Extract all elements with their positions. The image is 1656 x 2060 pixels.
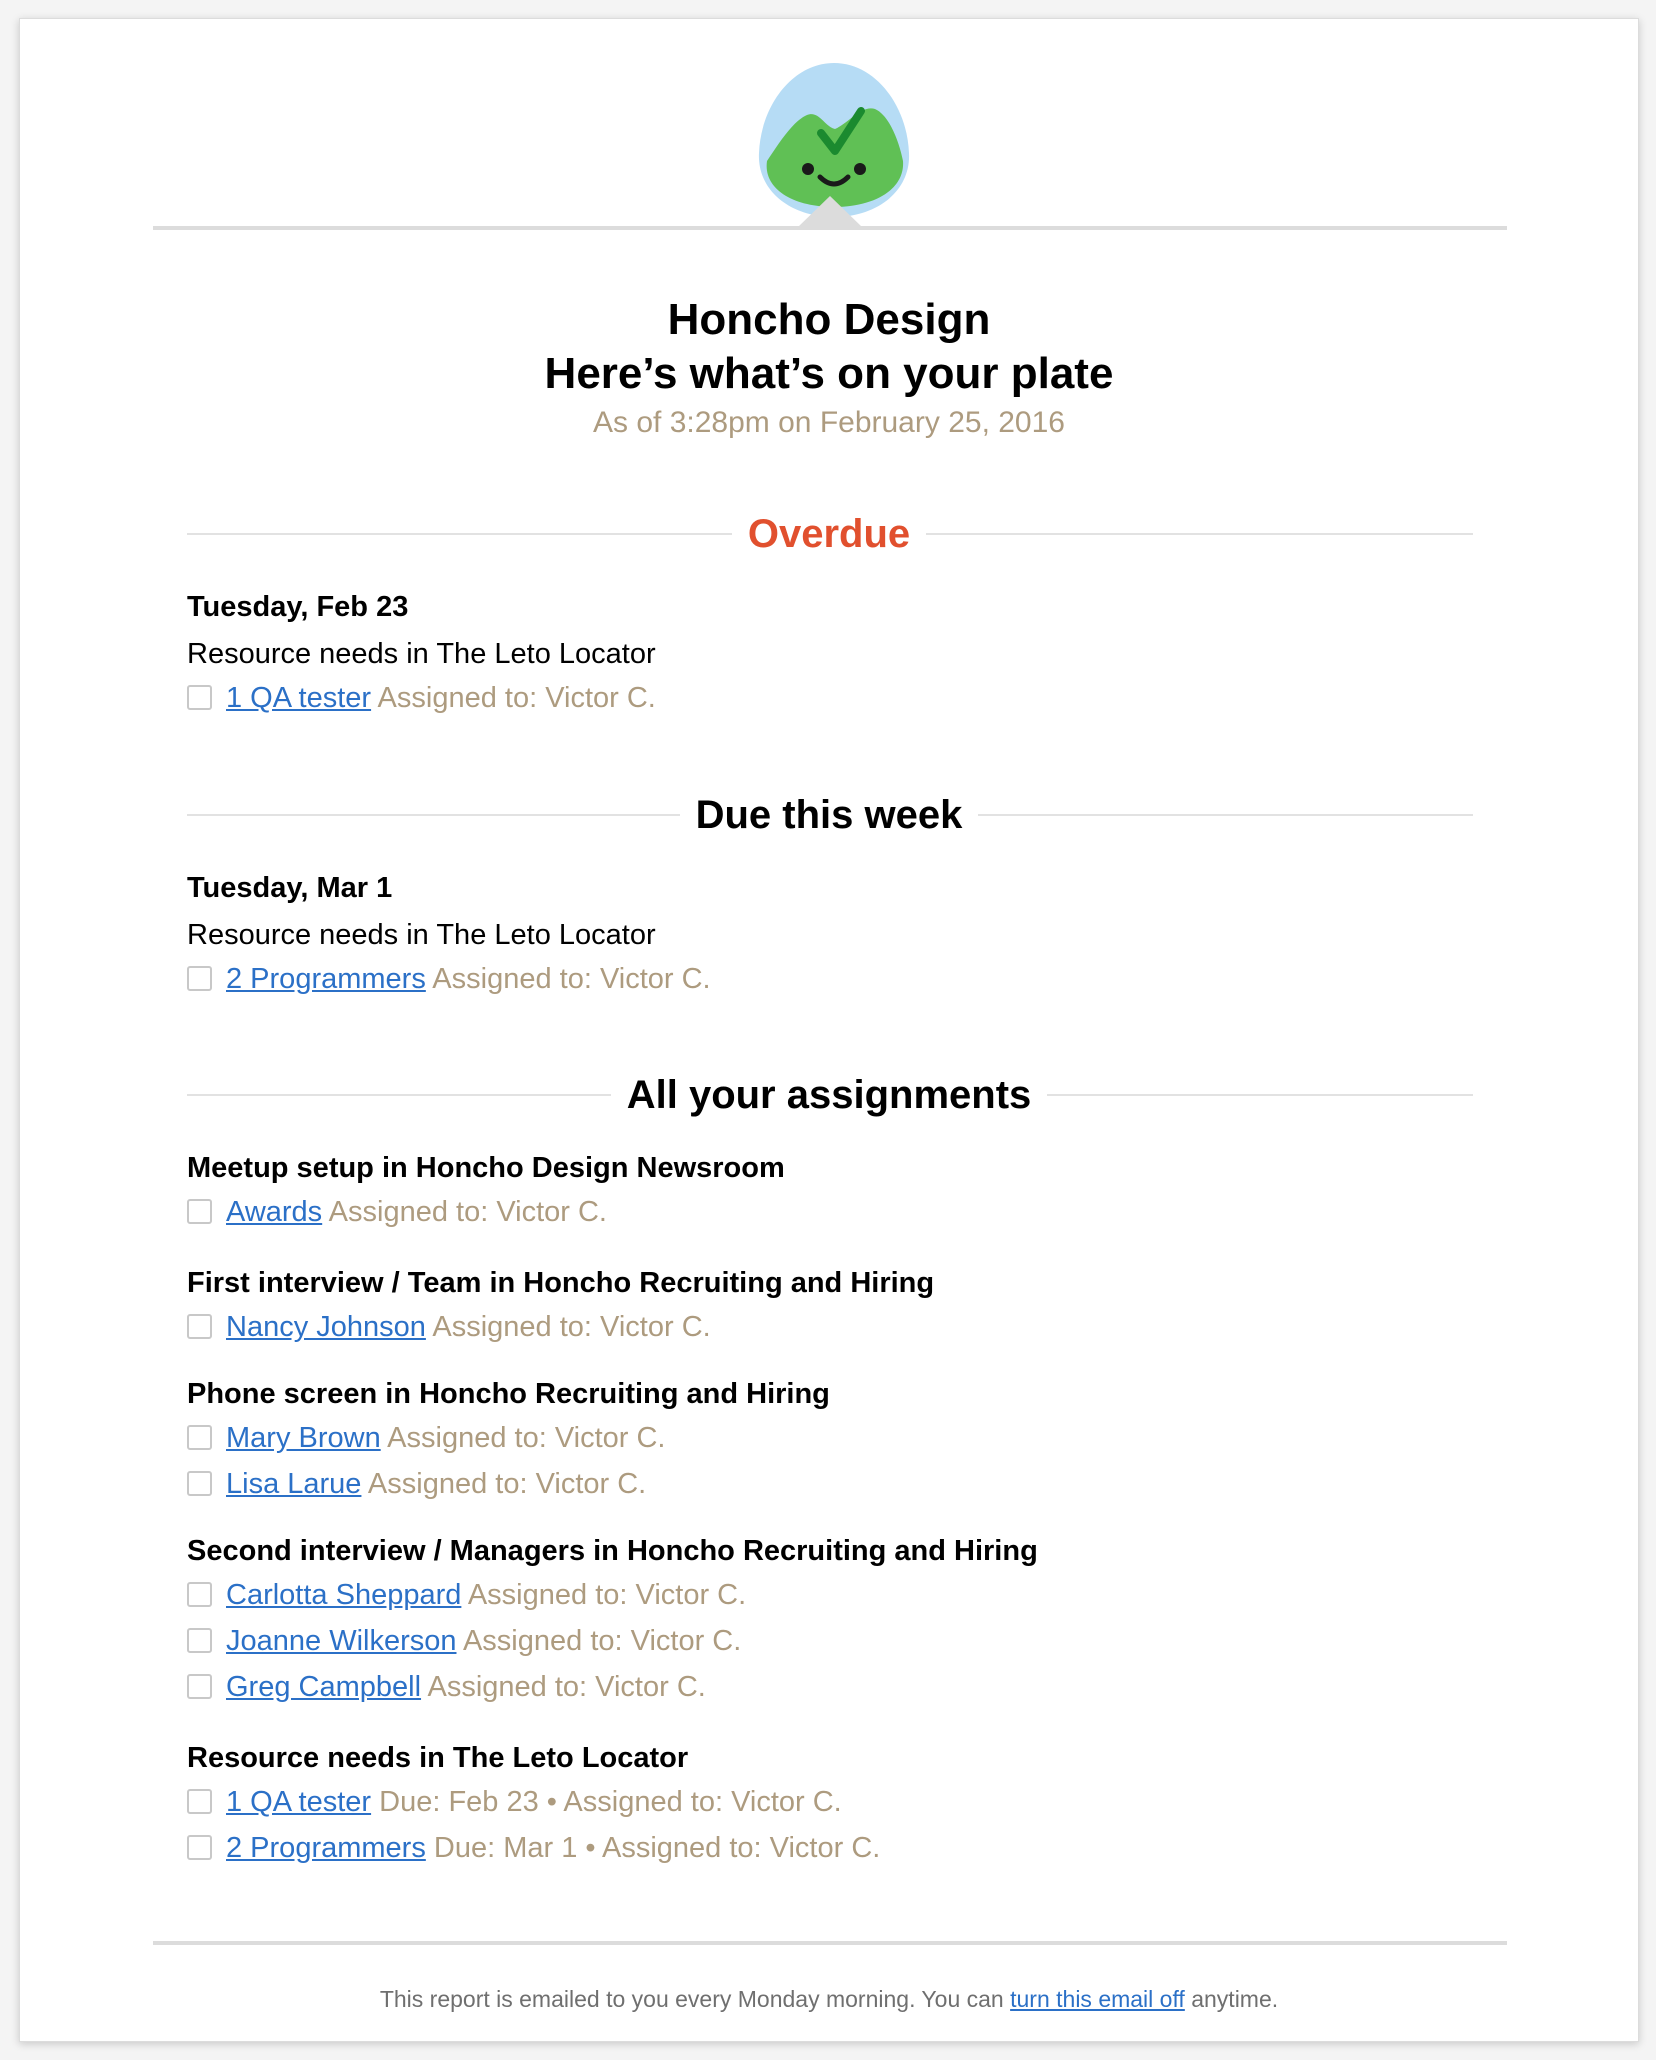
timestamp: As of 3:28pm on February 25, 2016 (593, 406, 1065, 439)
footer-text-end: anytime. (1184, 1986, 1279, 2012)
todo-link[interactable]: Awards (226, 1196, 323, 1228)
date-heading: Tuesday, Feb 23 (187, 591, 409, 623)
footer-note (20, 1985, 1638, 2013)
footer-text: This report is emailed to you every Monday morning. You can (379, 1986, 1011, 2012)
list-item (187, 1421, 666, 1455)
section-all-assignments (20, 1071, 1638, 1119)
logo-pointer (798, 196, 862, 227)
list-item (187, 1624, 741, 1658)
todo-meta: Assigned to: Victor C. (377, 682, 656, 714)
todo-meta: Assigned to: Victor C. (328, 1196, 607, 1228)
email-card (19, 18, 1639, 2042)
todo-meta: Assigned to: Victor C. (427, 1671, 706, 1703)
todo-meta: Assigned to: Victor C. (432, 1311, 711, 1343)
page-title-team: Honcho Design (667, 295, 991, 344)
list-item (187, 1785, 842, 1819)
todo-meta: Assigned to: Victor C. (462, 1625, 742, 1657)
todo-checkbox[interactable] (187, 1674, 212, 1699)
todo-meta: Assigned to: Victor C. (387, 1422, 666, 1454)
group-heading: Resource needs in The Leto Locator (187, 1742, 689, 1774)
todo-meta: Assigned to: Victor C. (367, 1468, 647, 1500)
list-item (187, 1310, 711, 1344)
section-due-this-week (20, 791, 1638, 839)
todo-checkbox[interactable] (187, 1199, 212, 1224)
todo-checkbox[interactable] (187, 1582, 212, 1607)
list-item (187, 1670, 706, 1704)
todo-link[interactable]: 1 QA tester (226, 1786, 372, 1818)
date-heading: Tuesday, Mar 1 (187, 872, 393, 904)
todo-link[interactable]: 2 Programmers (226, 963, 426, 995)
unsubscribe-link[interactable]: turn this email off (1010, 1986, 1185, 2012)
section-title-due-this-week: Due this week (680, 793, 979, 837)
list-item (187, 962, 711, 996)
project-label: Resource needs in The Leto Locator (187, 919, 656, 951)
todo-link[interactable]: Lisa Larue (226, 1468, 362, 1500)
todo-meta: Assigned to: Victor C. (467, 1579, 747, 1611)
todo-checkbox[interactable] (187, 1789, 212, 1814)
todo-link[interactable]: Mary Brown (226, 1422, 381, 1454)
group-heading: Second interview / Managers in Honcho Recruiting and Hiring (187, 1535, 1038, 1567)
todo-checkbox[interactable] (187, 1628, 212, 1653)
todo-link[interactable]: Greg Campbell (226, 1671, 422, 1703)
todo-checkbox[interactable] (187, 685, 212, 710)
list-item (187, 681, 656, 715)
group-heading: Phone screen in Honcho Recruiting and Hiring (187, 1378, 830, 1410)
todo-link[interactable]: 1 QA tester (226, 682, 372, 714)
todo-checkbox[interactable] (187, 966, 212, 991)
page-title-subtitle: Here’s what’s on your plate (544, 349, 1114, 398)
footer-rule (153, 1941, 1507, 1945)
todo-meta: Due: Mar 1 • Assigned to: Victor C. (433, 1832, 881, 1864)
todo-checkbox[interactable] (187, 1314, 212, 1339)
todo-link[interactable]: 2 Programmers (226, 1832, 426, 1864)
list-item (187, 1195, 607, 1229)
section-title-all-assignments: All your assignments (611, 1073, 1048, 1117)
todo-checkbox[interactable] (187, 1471, 212, 1496)
group-heading: Meetup setup in Honcho Design Newsroom (187, 1152, 785, 1184)
todo-link[interactable]: Carlotta Sheppard (226, 1579, 462, 1611)
todo-link[interactable]: Nancy Johnson (226, 1311, 426, 1343)
header-rule (153, 226, 1507, 230)
list-item (187, 1578, 746, 1612)
list-item (187, 1467, 646, 1501)
section-overdue (20, 510, 1638, 558)
todo-checkbox[interactable] (187, 1835, 212, 1860)
todo-link[interactable]: Joanne Wilkerson (226, 1625, 457, 1657)
todo-meta: Assigned to: Victor C. (432, 963, 711, 995)
group-heading: First interview / Team in Honcho Recruiting and Hiring (187, 1267, 935, 1299)
todo-meta: Due: Feb 23 • Assigned to: Victor C. (379, 1786, 842, 1818)
project-label: Resource needs in The Leto Locator (187, 638, 656, 670)
list-item (187, 1831, 880, 1865)
section-title-overdue: Overdue (732, 512, 926, 556)
todo-checkbox[interactable] (187, 1425, 212, 1450)
